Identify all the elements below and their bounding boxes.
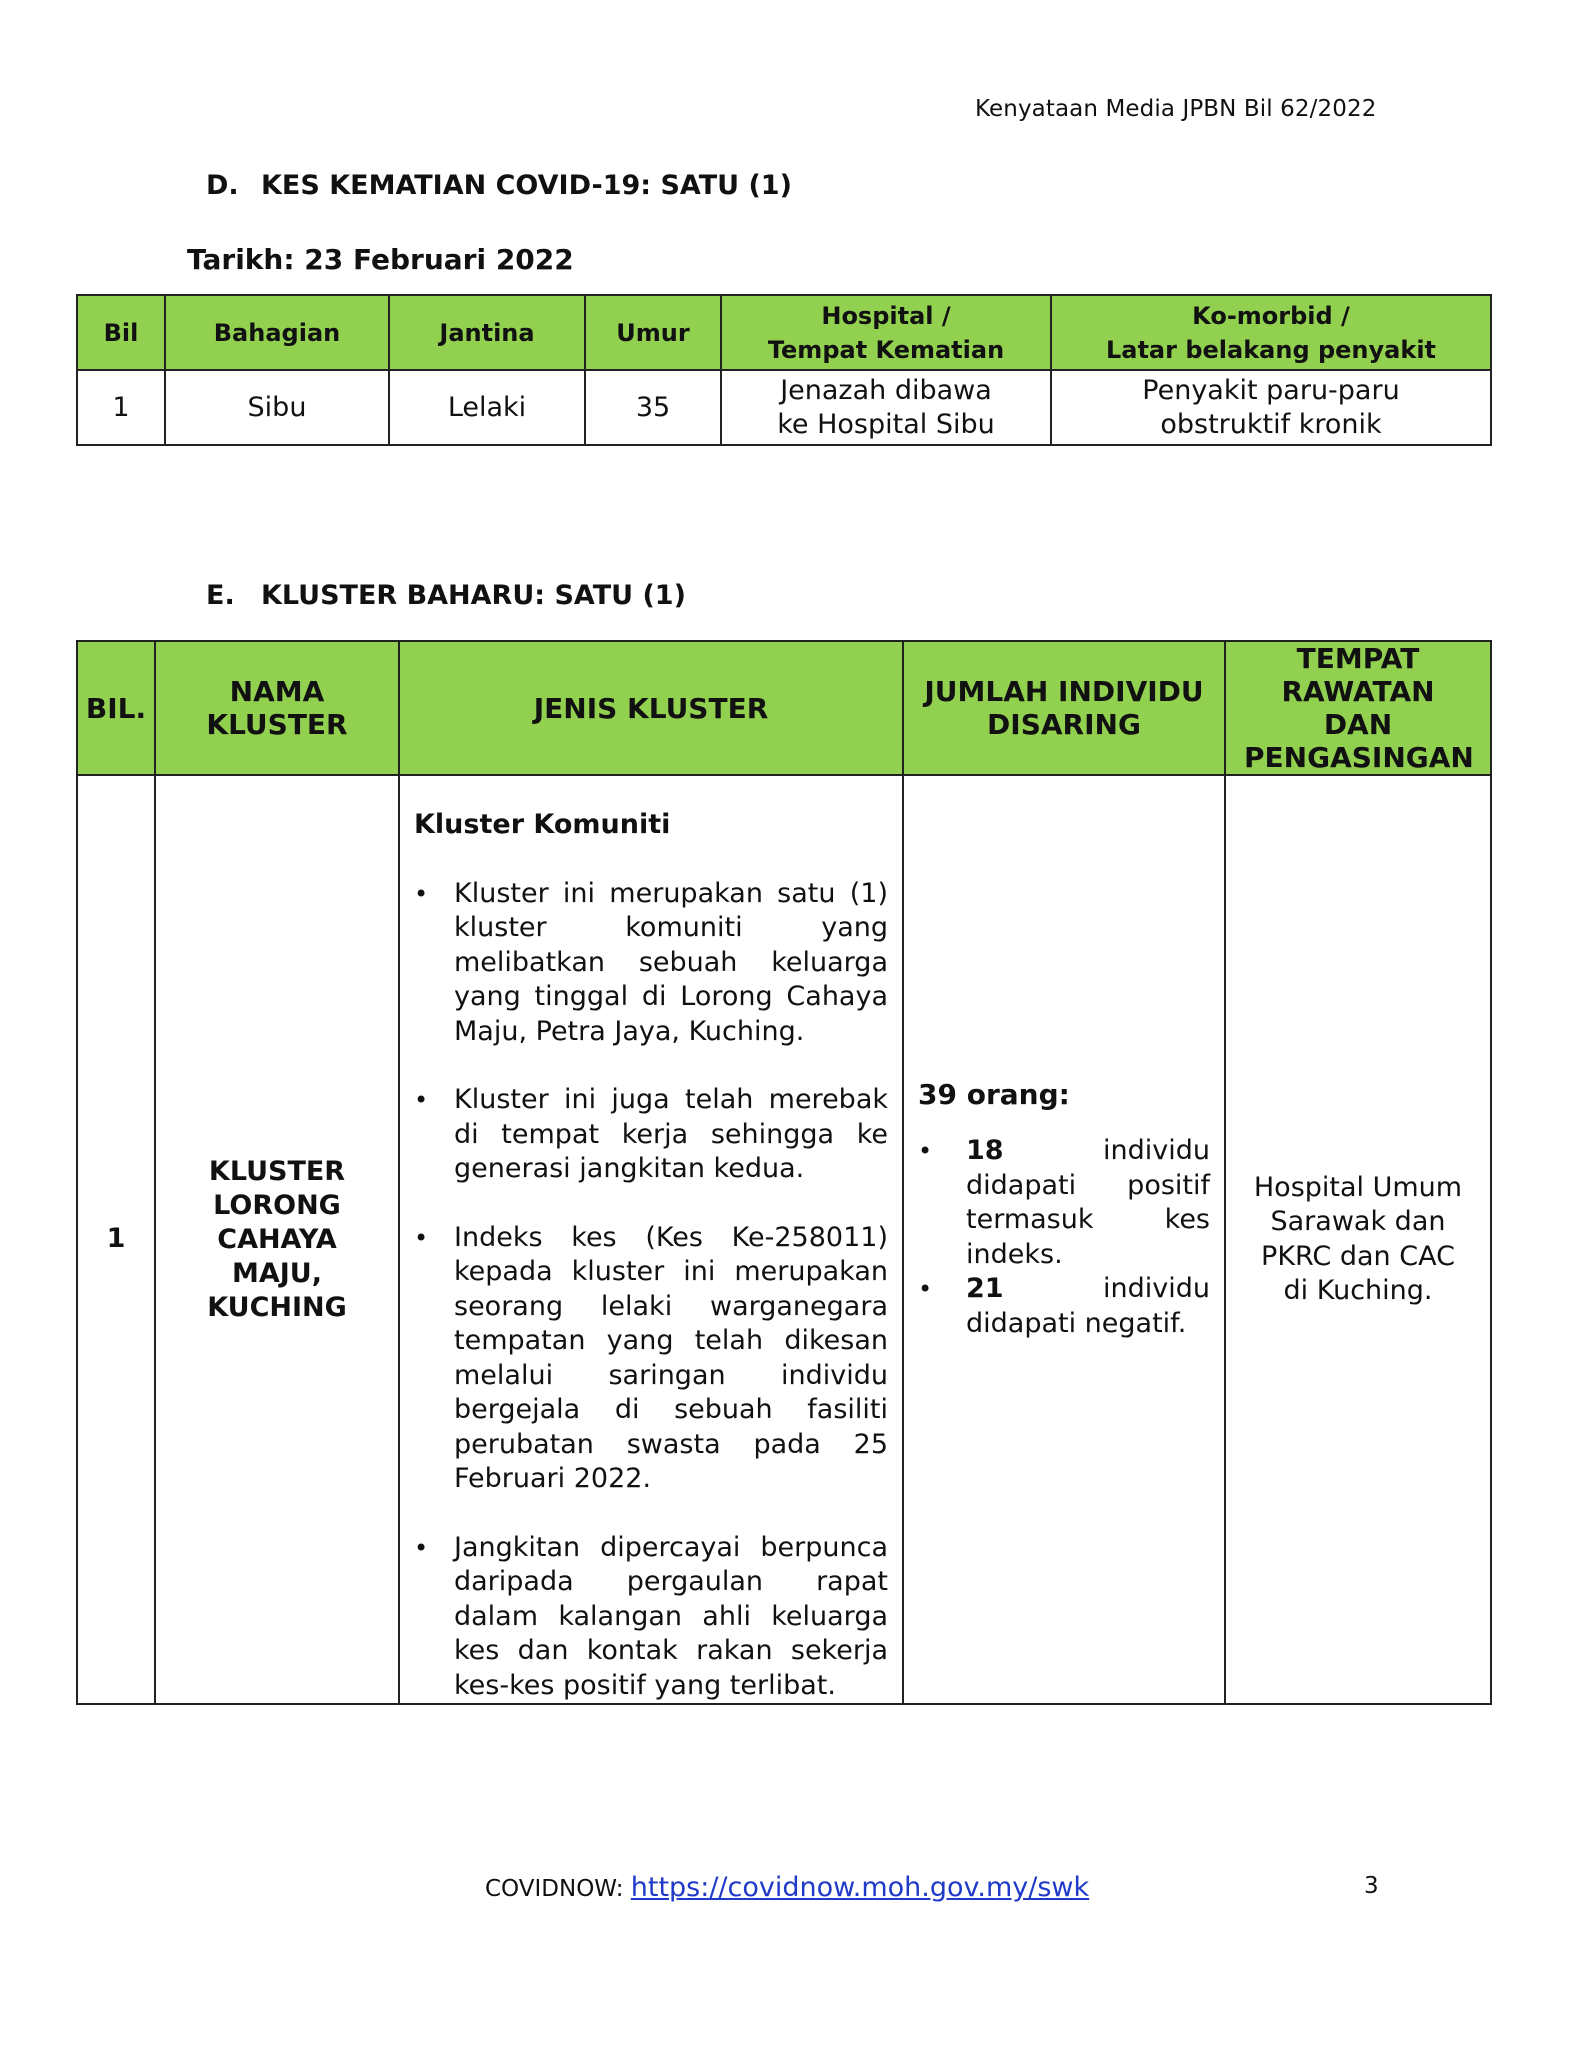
col-umur: Umur — [585, 295, 721, 370]
section-e-letter: E. — [206, 580, 235, 611]
col-hospital-line2: Tempat Kematian — [767, 335, 1005, 364]
document-reference: Kenyataan Media JPBN Bil 62/2022 — [975, 96, 1377, 122]
col-komorbid — [1051, 295, 1491, 370]
list-item: • Kluster ini merupakan satu (1) kluster komuniti yang melibatkan sebuah keluarga yang tinggal di Lorong Cahaya Maju, Petra Jaya, Kuching. — [414, 877, 888, 1050]
cell-komorbid: Penyakit paru-paru obstruktif kronik — [1051, 370, 1491, 445]
col-komorbid-line2: Latar belakang penyakit — [1105, 335, 1437, 364]
cell-bahagian: Sibu — [165, 370, 389, 445]
section-d-title — [206, 170, 792, 201]
col-komorbid-line1: Ko-morbid / — [1192, 301, 1350, 330]
table-row — [77, 370, 1491, 445]
section-e-title — [206, 580, 686, 611]
col-bil: BIL. — [77, 641, 155, 775]
new-cluster-table — [76, 640, 1492, 1705]
footer-label: COVIDNOW: — [485, 1876, 631, 1902]
table-header-row — [77, 641, 1491, 775]
cell-bil: 1 — [77, 775, 155, 1704]
col-hospital-line1: Hospital / — [821, 301, 951, 330]
col-nama-kluster: NAMA KLUSTER — [155, 641, 399, 775]
negative-count: 21 — [966, 1273, 1004, 1305]
covidnow-link[interactable]: https://covidnow.moh.gov.my/swk — [630, 1872, 1090, 1903]
col-jenis-kluster: JENIS KLUSTER — [399, 641, 903, 775]
page-number: 3 — [1364, 1873, 1379, 1899]
cell-hospital: Jenazah dibawa ke Hospital Sibu — [721, 370, 1051, 445]
jumlah-total: 39 orang: — [918, 1077, 1070, 1111]
table-header-row — [77, 295, 1491, 370]
cell-jenis-kluster — [399, 775, 903, 1704]
list-item: • Kluster ini juga telah merebak di tempat kerja sehingga ke generasi jangkitan kedua. — [414, 1083, 888, 1187]
section-d-date: Tarikh: 23 Februari 2022 — [187, 243, 574, 276]
jumlah-list — [918, 1134, 1210, 1341]
cell-jumlah-individu — [903, 775, 1225, 1704]
cell-jantina: Lelaki — [389, 370, 585, 445]
list-item: • Indeks kes (Kes Ke-258011) kepada kluster ini merupakan seorang lelaki warganegara tempatan yang telah dikesan melalui saringan individu bergejala di sebuah fasiliti perubatan swasta pada 25 Februari 2022. — [414, 1221, 888, 1497]
cell-nama-kluster: KLUSTER LORONG CAHAYA MAJU, KUCHING — [155, 775, 399, 1704]
cell-tempat-rawatan: Hospital Umum Sarawak dan PKRC dan CAC di Kuching. — [1225, 775, 1491, 1704]
footer — [485, 1872, 1089, 1903]
col-bil: Bil — [77, 295, 165, 370]
col-hospital — [721, 295, 1051, 370]
section-e-title-text: KLUSTER BAHARU: SATU (1) — [261, 580, 686, 611]
table-row — [77, 775, 1491, 1704]
positive-text: individu didapati positif termasuk kes indeks. — [966, 1135, 1210, 1270]
cell-umur: 35 — [585, 370, 721, 445]
section-d-title-text: KES KEMATIAN COVID-19: SATU (1) — [261, 170, 792, 201]
cell-bil: 1 — [77, 370, 165, 445]
list-item — [918, 1134, 1210, 1272]
list-item — [918, 1272, 1210, 1341]
col-jantina: Jantina — [389, 295, 585, 370]
negative-text: individu didapati negatif. — [966, 1273, 1210, 1339]
positive-count: 18 — [966, 1135, 1004, 1167]
col-jumlah-individu: JUMLAH INDIVIDU DISARING — [903, 641, 1225, 775]
list-item: • Jangkitan dipercayai berpunca daripada pergaulan rapat dalam kalangan ahli keluarga kes dan kontak rakan sekerja kes-kes positif yang terlibat. — [414, 1531, 888, 1704]
jenis-kluster-list — [414, 877, 888, 1704]
section-d-letter: D. — [206, 170, 239, 201]
col-bahagian: Bahagian — [165, 295, 389, 370]
jenis-kluster-title: Kluster Komuniti — [414, 809, 671, 840]
death-cases-table — [76, 294, 1492, 446]
col-tempat-rawatan: TEMPAT RAWATAN DAN PENGASINGAN — [1225, 641, 1491, 775]
